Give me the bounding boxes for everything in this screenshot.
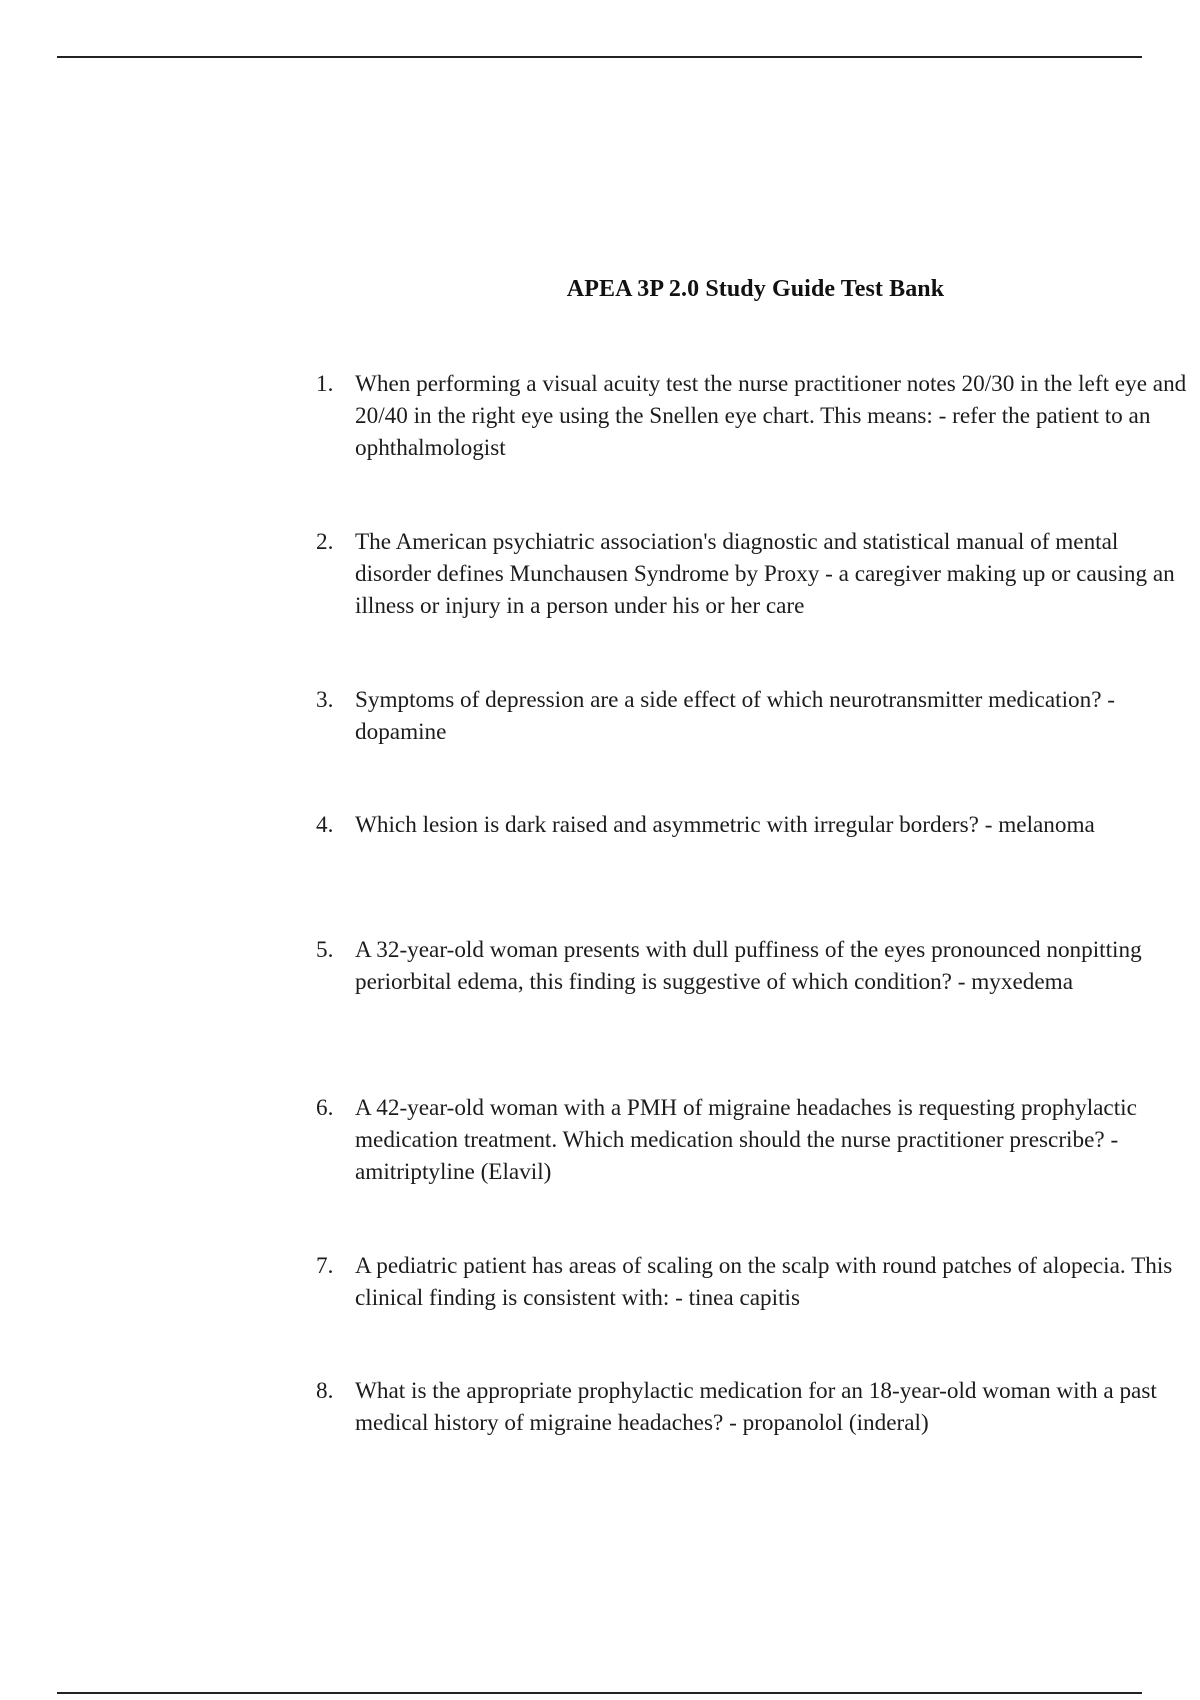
page-title: APEA 3P 2.0 Study Guide Test Bank [566,276,945,302]
question-number: 3. [316,687,334,713]
question-number: 4. [316,812,334,838]
question-text: A pediatric patient has areas of scaling on the scalp with round patches of alopecia. This clinical finding is consistent with: - tinea capitis [355,1253,1173,1311]
question-number: 2. [316,529,334,555]
question-number: 8. [316,1378,334,1404]
question-item [316,526,1188,622]
question-number: 6. [316,1095,334,1121]
question-item [316,368,1188,464]
question-text: Symptoms of depression are a side effect of which neurotransmitter medication? - dopamine [355,687,1116,745]
question-item [316,684,1188,748]
question-item [316,809,1188,841]
question-item [316,934,1188,998]
question-text: The American psychiatric association's diagnostic and statistical manual of mental disorder defines Munchausen Syndrome by Proxy - a caregiver making up or causing an illness or injury in a person under his or her care [355,529,1175,619]
question-item [316,1092,1188,1188]
question-text: When performing a visual acuity test the nurse practitioner notes 20/30 in the left eye and 20/40 in the right eye using the Snellen eye chart. This means: - refer the patient to an ophthalmologist [355,371,1187,461]
question-text: What is the appropriate prophylactic medication for an 18-year-old woman with a past medical history of migraine headaches? - propanolol (inderal) [355,1378,1157,1436]
bottom-rule [57,1692,1142,1694]
question-item [316,1250,1188,1314]
question-text: A 42-year-old woman with a PMH of migraine headaches is requesting prophylactic medication treatment. Which medication should the nurse practitioner prescribe? - amitriptyline (Elavil) [355,1095,1137,1185]
top-rule [57,56,1142,58]
question-number: 1. [316,371,334,397]
question-number: 7. [316,1253,334,1279]
question-item [316,1375,1188,1439]
question-text: Which lesion is dark raised and asymmetric with irregular borders? - melanoma [355,812,1095,838]
question-number: 5. [316,937,334,963]
question-text: A 32-year-old woman presents with dull puffiness of the eyes pronounced nonpitting periorbital edema, this finding is suggestive of which condition? - myxedema [355,937,1142,995]
